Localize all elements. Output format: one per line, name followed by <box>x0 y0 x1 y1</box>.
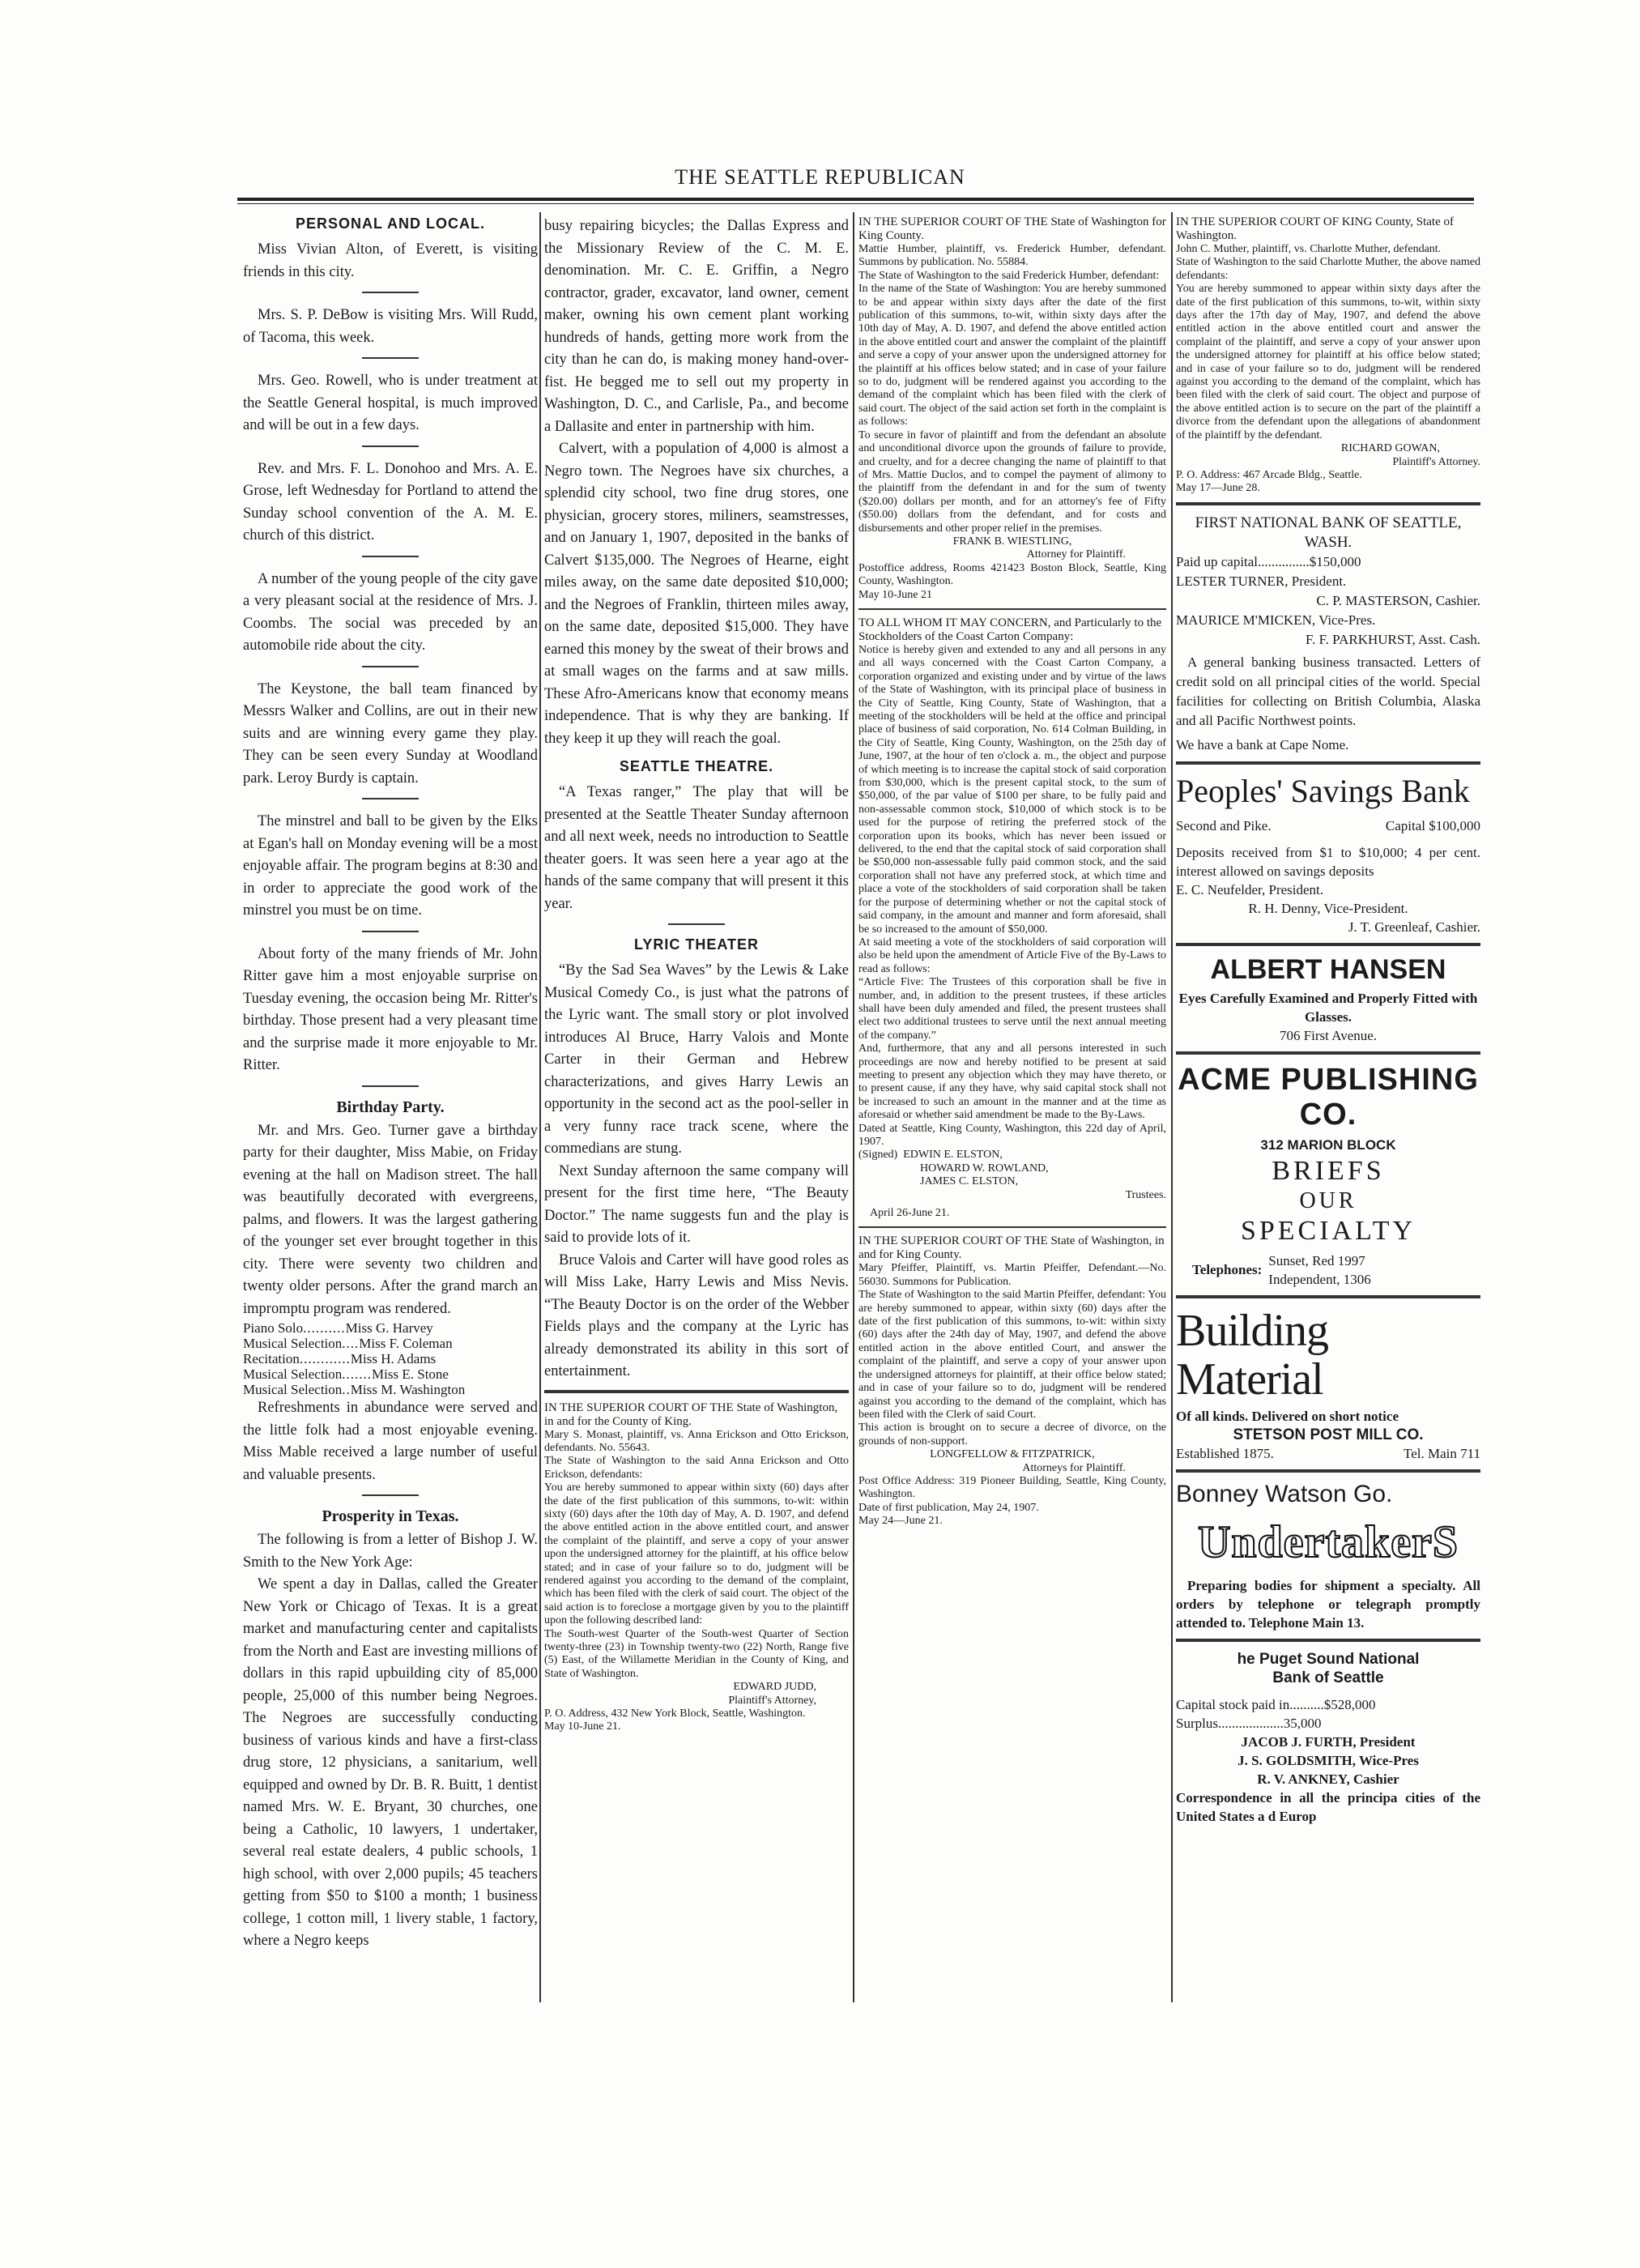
legal-divider <box>544 1390 849 1393</box>
legal-divider <box>858 1226 1166 1228</box>
news-item: Mrs. Geo. Rowell, who is under treatment at the Seattle General hospital, is much improved and will be out in a few days. <box>243 373 538 433</box>
ad-puget-sound-bank: he Puget Sound National Bank of Seattle Capital stock paid in..........$528,000 Surplus...................35,000 JACOB J. FURTH, President J. S. GOLDSMITH, Wice-Pres R. V. ANKNEY, Cashier Correspondence in all the principa cities of the United States a d Europ <box>1176 1650 1480 1824</box>
ad-divider <box>1176 1639 1480 1642</box>
ad-divider <box>1176 943 1480 946</box>
legal-notice-pfeiffer: IN THE SUPERIOR COURT OF THE State of Washington, in and for King County. Mary Pfeiffer, Plaintiff, vs. Martin Pfeiffer, Defendant.—No. 56030. Summons for Publication. The State of Washington to the said Martin Pfeiffer, defendant: You are hereby summoned to appear, within sixty (60) days after the date of the first publication of this summons, to-wit: within sixty (60) days after the 24th day of May, 1907, and defend the above entitled action in the above entitled Court, and answer the complaint of the plaintiff, and serve a copy of your answer upon the undersigned attorneys for plaintiff, at their office below stated; and in case of your failure so to do, judgment will be rendered against you according to the demand of the complaint, which has been filed with the Clerk of said Court. This action is brought on to secure a decree of divorce, on the grounds of non-support. LONGFELLOW & FITZPATRICK, Attorneys for Plaintiff. Post Office Address: 319 Pioneer Building, Seattle, King County, Washington. Date of first publication, May 24, 1907. May 24—June 21. <box>858 1234 1166 1528</box>
ad-divider <box>1176 1469 1480 1473</box>
birthday-heading: Birthday Party. <box>336 1098 445 1116</box>
news-item: Rev. and Mrs. F. L. Donohoo and Mrs. A. E. Grose, left Wednesday for Portland to attend the Sunday school convention of the A. M. E. church of this district. <box>243 460 538 544</box>
item-separator <box>362 1494 419 1496</box>
item-separator <box>362 666 419 667</box>
legal-notice-coast-carton: TO ALL WHOM IT MAY CONCERN, and Particularly to the Stockholders of the Coast Carton Company: Notice is hereby given and extended to any and all persons in any and all ways concerned with the Coast Carton Company, a corporation organized and existing under and by virtue of the laws of the State of Washington, with its principal place of business in the City of Seattle, King County, State of Washington, that a meeting of the stockholders will be held at the office and principal place of business of said corporation, No. 614 Colman Building, in the City of Seattle, King County, Washington, on the 25th day of June, 1907, at the hour of ten o'clock a. m., the object and purpose of which meeting is to increase the capital stock of said corporation from $30,000, which is the present capital stock, to the sum of $50,000, of the par value of $100 per share, to be fully paid and non-assessable common stock, $10,000 of which stock is to be used for the purpose of retiring the preferred stock of the corporation upon its books, which has never been issued or delivered, to the end that the capital stock of said corporation shall be $50,000 non-assessable fully paid common stock, and the said corporation shall not have any preferred stock, at which time and place a vote of the stockholders of said corporation shall be taken for the purpose of determining whether or not the capital stock of said company, in the amount and manner and form aforesaid, shall be so increased to the amount of $50,000. At said meeting a vote of the stockholders of said corporation will also be held upon the amendment of Article Five of the By-Laws to read as follows: “Article Five: The Trustees of this corporation shall be five in number, and, in addition to the present trustees, if these articles shall have been duly amended and filed, the present trustees shall elect two additional trustees to serve until the next annual meeting of the company.” And, furthermore, that any and all persons interested in such proceedings are now and hereby notified to be present at said meeting to present any objection which they may have thereto, or to present cause, if any they have, why said capital stock shall not be increased to such an amount in the manner and at the time as aforesaid or whether said amendment be made to the By-Laws. Dated at Seattle, King County, Washington, this 22d day of April, 1907. (Signed) EDWIN E. ELSTON, HOWARD W. ROWLAND, JAMES C. ELSTON, Trustees. April 26-June 21. <box>858 616 1166 1220</box>
birthday-text: Mr. and Mrs. Geo. Turner gave a birthday party for their daughter, Miss Mabie, on Friday evening at the hall on Madison street. The hall was beautifully decorated with evergreens, palms, and flowers. It was the largest gathering of the younger set ever brought together in this city. There were seventy two children and twenty older persons. After the grand march an impromptu program was rendered. <box>243 1122 538 1317</box>
texas-heading: Prosperity in Texas. <box>322 1507 459 1525</box>
program-row: Piano Solo..........Miss G. Harvey <box>243 1320 433 1336</box>
ad-building-material: Building Material Of all kinds. Delivered on short notice STETSON POST MILL CO. Established 1875. Tel. Main 711 <box>1176 1305 1480 1461</box>
item-separator <box>362 446 419 447</box>
calvert-paragraph: Calvert, with a population of 4,000 is almost a Negro town. The Negroes have six churches, a splendid city school, two fine drug stores, one physician, grocery stores, miliners, seamstresses, and on January 1, 1907, deposited in the banks of Calvert $135,000. The Negroes of Hearne, eight miles away, on the same date deposited $10,000; and the Negroes of Franklin, thirteen miles away, on the same date, deposited $15,000. They have earned this money by the sweat of their brows and at small wages on the farms and at saw mills. These Afro-Americans know that economy means independence. That is why they are banking. If they keep it up they will reach the goal. <box>544 441 849 747</box>
column-divider <box>853 212 854 2002</box>
lyric-text: Next Sunday afternoon the same company will present for the first time here, “The Beauty Doctor.” The name suggests fun and the play is said to provide lots of it. <box>544 1162 849 1246</box>
ad-acme-publishing: ACME PUBLISHING CO. 312 MARION BLOCK BRIEFS OUR SPECIALTY Telephones: Sunset, Red 1997 Independent, 1306 <box>1178 1062 1479 1287</box>
texas-continued: busy repairing bicycles; the Dallas Express and the Missionary Review of the C. M. E. denomination. Mr. C. E. Griffin, a Negro contractor, grader, excavator, land owner, cement maker, owning his own cement plant working hundreds of hands, getting more work from the city than he can do, is making money hand-over-fist. He begged me to sell out my property in Washington, D. C., and Carlisle, Pa., and become a Dallasite and enter in partnership with him. <box>544 218 849 435</box>
column-3 <box>858 215 1166 2014</box>
masthead-rule-thin <box>237 203 1474 204</box>
ad-divider <box>1176 502 1480 505</box>
item-separator <box>362 556 419 557</box>
masthead-rule <box>237 198 1474 201</box>
item-separator <box>362 1085 419 1087</box>
ad-divider <box>1176 1295 1480 1298</box>
item-separator <box>362 931 419 932</box>
texas-body: We spent a day in Dallas, called the Greater New York or Chicago of Texas. It is a great market and manufacturing center and capitalists from the North and East are investing millions of dollars in this rapid upbuilding city of 85,000 people, 25,000 of this number being Negroes. The Negroes are successfully conducting business of various kinds and have a first-class drug store, 12 physicians, a sanitarium, well equipped and owned by Dr. B. R. Buitt, 1 dentist named Mrs. W. E. Bryant, 30 churches, one being a Catholic, 10 lawyers, 1 undertaker, several real estate dealers, 4 public schools, 1 high school, with over 2,000 pupils; 45 teachers getting from $50 to $100 a month; 1 business college, 1 cotton mill, 1 livery stable, 1 factory, where a Negro keeps <box>243 1576 538 1949</box>
item-separator <box>668 923 725 925</box>
lyric-text: Bruce Valois and Carter will have good roles as will Miss Lake, Harry Lewis and Miss Nevis. “The Beauty Doctor is on the order of the Webber Fields plays and the company at the Lyric has already demonstrated its ability in this sort of entertainment. <box>544 1251 849 1379</box>
news-item: Mrs. S. P. DeBow is visiting Mrs. Will Rudd, of Tacoma, this week. <box>243 307 538 346</box>
ad-divider <box>1176 1051 1480 1055</box>
news-item: The Keystone, the ball team financed by Messrs Walker and Collins, are out in their new suits and are winning every game they play. They can be seen every Sunday at Woodland park. Leroy Burdy is captain. <box>243 680 538 787</box>
ad-first-national-bank: FIRST NATIONAL BANK OF SEATTLE, WASH. Paid up capital...............$150,000 LESTER TURNER, President. C. P. MASTERSON, Cashier. MAURICE M'MICKEN, Vice-Pres. F. F. PARKHURST, Asst. Cash. A general banking business transacted. Letters of credit sold on all principal cities of the world. Special facilities for collecting on British Columbia, Alaska and all Pacific Northwest points. We have a bank at Cape Nome. <box>1176 514 1480 752</box>
legal-notice-muther: IN THE SUPERIOR COURT OF KING County, State of Washington. John C. Muther, plaintiff, vs. Charlotte Muther, defendant. State of Washington to the said Charlotte Muther, the above named defendants: You are hereby summoned to appear within sixty days after the date of the first publication of this summons, to-wit, within sixty days after the 17th day of May, 1907, and defend the above entitled action in the above entitled court and answer the complaint of the plaintiff, and serve a copy of your answer upon the undersigned attorney for plaintiff at his office below stated; and in case of your failure so to do, judgment will be rendered against you according to the demand of the complaint, which has been filed with the clerk of said court. The object and purpose of the above entitled action is to secure on the part of the plaintiff a divorce from the defendant upon the allegations of abandonment of the plaintiff by the defendant. RICHARD GOWAN, Plaintiff's Attorney. P. O. Address: 467 Arcade Bldg., Seattle. May 17—June 28. <box>1176 215 1480 495</box>
ad-divider <box>1176 761 1480 765</box>
legal-notice-humber: IN THE SUPERIOR COURT OF THE State of Washington for King County. Mattie Humber, plaintiff, vs. Frederick Humber, defendant. Summons by publication. No. 55884. The State of Washington to the said Frederick Humber, defendant: In the name of the State of Washington: You are hereby summoned to be and appear within sixty days after the date of the first publication of this summons, to-wit, within sixty days after the 10th day of May, A. D. 1907, and defend the above entitled action in the above entitled court and answer the complaint of the plaintiff and serve a copy of your answer upon the undersigned attorney for the plaintiff at his offices below stated; and in case of your failure so to do, judgment will be rendered against you according to the demand of the complaint which has been filed with the clerk of said court. The object of the said action set forth in the complaint is as follows: To secure in favor of plaintiff and from the defendant an absolute and unconditional divorce upon the grounds of failure to provide, and cruelty, and for a decree changing the name of plaintiff to that of Mrs. Mattie Duclos, and to compel the payment of alimony to the plaintiff from the defendant in and for the sum of twenty ($20.00) dollars per month, and for an attorney's fee of Fifty ($50.00) dollars from the defendant, and for costs and disbursements and other proper relief in the premises. FRANK B. WIESTLING, Attorney for Plaintiff. Postoffice address, Rooms 421423 Boston Block, Seattle, King County, Washington. May 10-June 21 <box>858 215 1166 601</box>
lyric-heading: LYRIC THEATER <box>633 936 759 953</box>
theatre-heading: SEATTLE THEATRE. <box>619 758 774 774</box>
masthead: THE SEATTLE REPUBLICAN <box>675 165 965 189</box>
column-divider <box>1171 212 1173 2002</box>
legal-notice-monast: IN THE SUPERIOR COURT OF THE State of Washington, in and for the County of King. Mary S. Monast, plaintiff, vs. Anna Erickson and Otto Erickson, defendants. No. 55643. The State of Washington to the said Anna Erickson and Otto Erickson, defendants: You are hereby summoned to appear within sixty (60) days after the date of the first publication of this summons, to-wit: within sixty (60) days after the 10th day of May, A. D. 1907, and defend the above entitled action in the above entitled court, and answer the complaint of the plaintiff, and serve a copy of your answer upon the undersigned attorney for the plaintiff, at his office below stated; and in case of your failure so to do, judgment will be rendered against you according to the demand of the complaint, which has been filed with the clerk of said court. The object of the said action is to foreclose a mortgage given by you to the plaintiff upon the following described land: The South-west Quarter of the South-west Quarter of Section twenty-three (23) in Township twenty-two (22) North, Range five (5) East, of the Willamette Meridian in the County of King, and State of Washington. EDWARD JUDD, Plaintiff's Attorney, P. O. Address, 432 New York Block, Seattle, Washington. May 10-June 21. <box>544 1400 849 1733</box>
item-separator <box>362 357 419 359</box>
program-row: Recitation............Miss H. Adams <box>243 1351 437 1366</box>
program-row: Musical Selection..Miss M. Washington <box>243 1382 466 1397</box>
column-2 <box>544 215 849 2014</box>
birthday-close: Refreshments in abundance were served and the little folk had a most enjoyable evening. Miss Mable received a large number of useful and valuable presents. <box>243 1400 538 1483</box>
news-item: About forty of the many friends of Mr. John Ritter gave him a most enjoyable surprise on Tuesday evening, the occasion being Mr. Ritter's birthday. Those present had a very pleasant time and the surprise made it more enjoyable to Mr. Ritter. <box>243 945 538 1073</box>
news-item: A number of the young people of the city gave a very pleasant social at the residence of Mrs. J. Coombs. The social was preceded by an automobile ride about the city. <box>243 570 538 654</box>
ad-peoples-savings-bank: Peoples' Savings Bank Second and Pike. Capital $100,000 Deposits received from $1 to $10,000; 4 per cent. interest allowed on savings deposits E. C. Neufelder, President. R. H. Denny, Vice-President. J. T. Greenleaf, Cashier. <box>1176 772 1480 935</box>
program-row: Musical Selection.......Miss E. Stone <box>243 1366 449 1382</box>
legal-divider <box>858 608 1166 610</box>
column-1 <box>243 215 538 2014</box>
ad-bonney-watson: Bonney Watson Go. UndertakerS Preparing bodies for shipment a specialty. All orders by telephone or telegraph promptly attended to. Telephone Main 13. <box>1176 1480 1480 1631</box>
ad-albert-hansen: ALBERT HANSEN Eyes Carefully Examined and Properly Fitted with Glasses. 706 First Avenue. <box>1178 953 1478 1043</box>
section-heading-personal: PERSONAL AND LOCAL. <box>295 215 485 232</box>
news-item: The minstrel and ball to be given by the Elks at Egan's hall on Monday evening will be a most enjoyable affair. The program begins at 8:30 and in order to appreciate the good work of the minstrel you must be on time. <box>243 813 538 919</box>
column-divider <box>539 212 541 2002</box>
theatre-text: “A Texas ranger,” The play that will be presented at the Seattle Theater Sunday afternoon and all next week, needs no introduction to Seattle theater goers. It was seen here a year ago at the hands of the same company that will present it this year. <box>544 784 849 912</box>
item-separator <box>362 292 419 293</box>
column-4 <box>1176 215 1480 2014</box>
program-list <box>243 1320 538 1397</box>
lyric-text: “By the Sad Sea Waves” by the Lewis & Lake Musical Comedy Co., is just what the patrons of the Lyric want. The small story or plot involved introduces Al Bruce, Harry Valois and Monte Carter in their German and Hebrew characterizations, and gives Harry Lewis an opportunity in the second act as the pool-seller in a very funny race track scene, where the commedians are stung. <box>544 962 849 1157</box>
news-item: Miss Vivian Alton, of Everett, is visiting friends in this city. <box>243 241 538 280</box>
item-separator <box>362 798 419 799</box>
texas-intro: The following is from a letter of Bishop J. W. Smith to the New York Age: <box>243 1532 538 1571</box>
program-row: Musical Selection....Miss F. Coleman <box>243 1336 453 1351</box>
